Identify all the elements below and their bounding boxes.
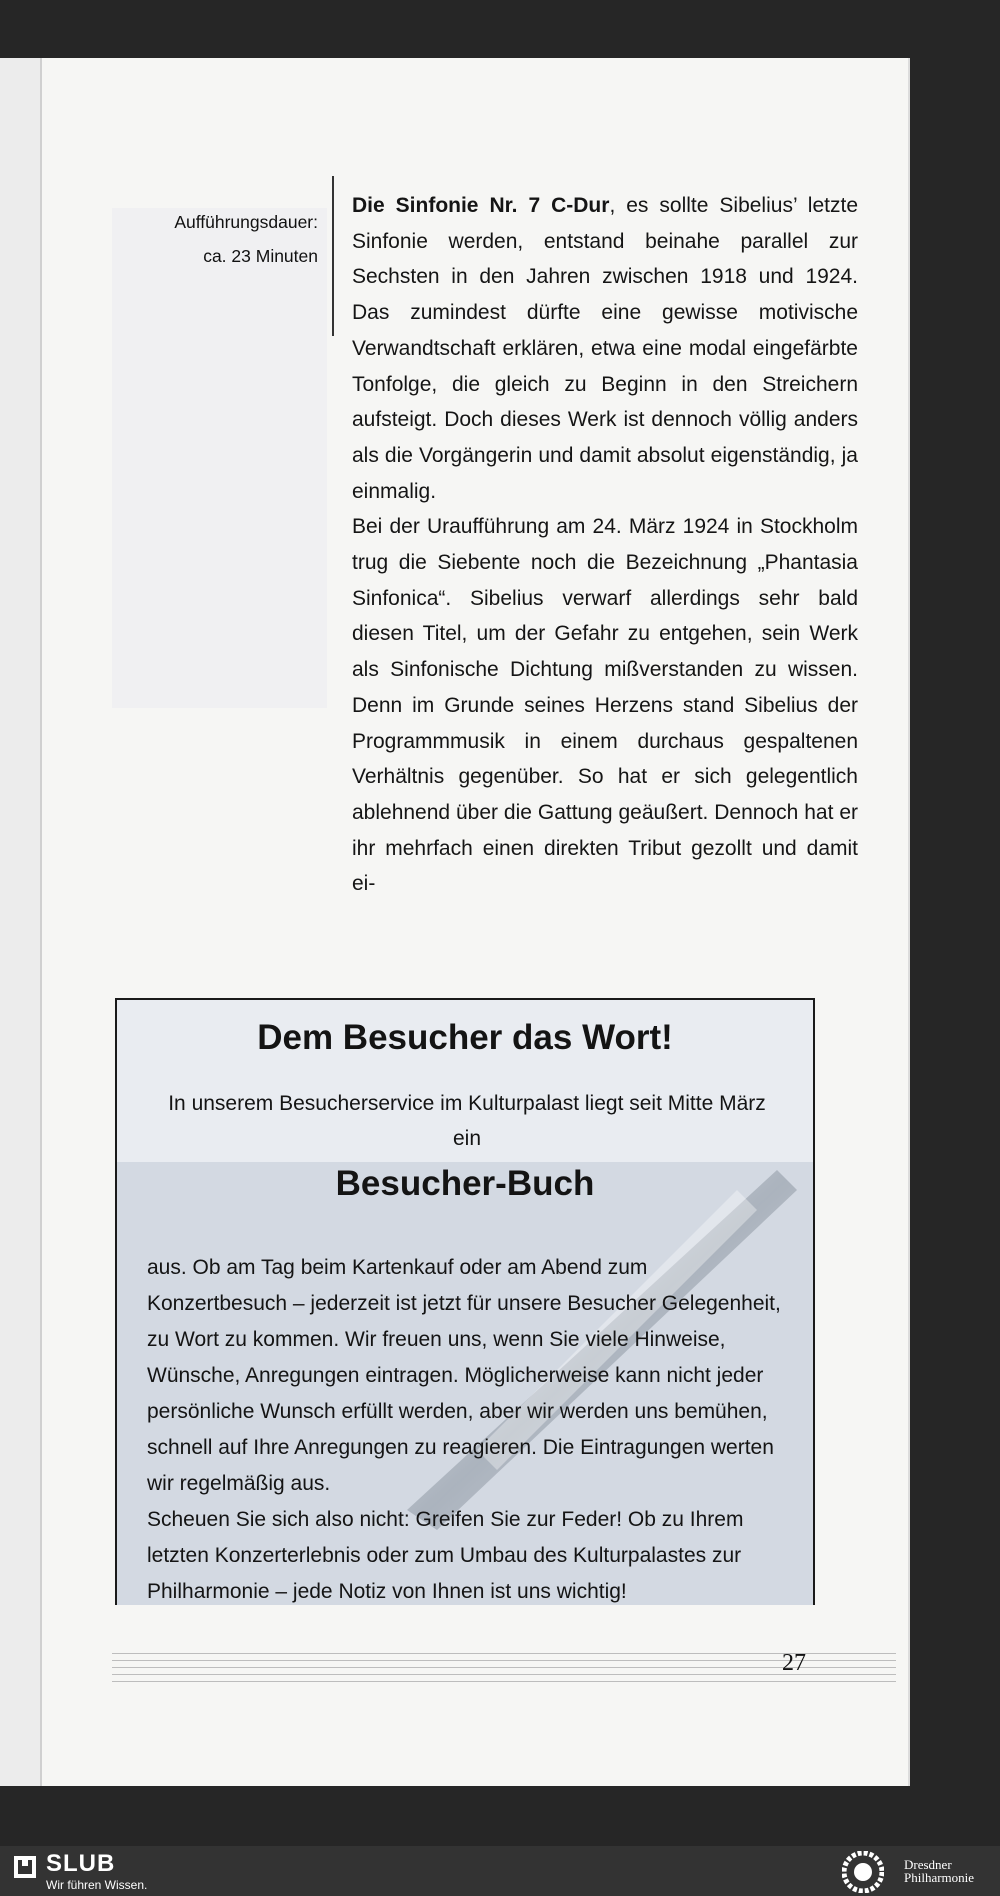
rule-line	[112, 1674, 896, 1675]
article-intro-bold: Die Sinfonie Nr. 7 C-Dur	[352, 194, 610, 217]
article-paragraph-1-text: , es sollte Sibelius’ letzte Sinfonie werden, entstand beinahe parallel zur Sechsten in den Jahren zwischen 1918 und 1924. Das zumindest dürfte eine gewisse motivische Verwandtschaft erklären, etwa eine modal eingefärbte Tonfolge, die gleich zu Beginn in den Streichern aufsteigt. Doch dieses Werk ist dennoch völlig anders als die Vorgängerin und damit absolut eigenständig, ja einmalig.	[352, 194, 858, 503]
footer-rules	[112, 1653, 896, 1688]
rule-line	[112, 1660, 896, 1661]
sidebar-divider	[332, 176, 334, 336]
box-title: Dem Besucher das Wort!	[257, 1018, 673, 1057]
duration-value: ca. 23 Minuten	[203, 246, 318, 266]
dresdner-philharmonie-logo-icon	[842, 1851, 884, 1893]
box-body	[147, 1250, 787, 1610]
slub-tagline: Wir führen Wissen.	[46, 1878, 148, 1892]
duration-label: Aufführungsdauer:	[174, 212, 318, 232]
box-body-paragraph-1: aus. Ob am Tag beim Kartenkauf oder am Abend zum Konzertbesuch – jederzeit ist jetzt für unsere Besucher Gelegenheit, zu Wort zu kommen. Wir freuen uns, wenn Sie viele Hinweise, Wünsche, Anregungen eintragen. Möglicherweise kann nicht jeder persönliche Wunsch erfüllt werden, aber wir werden uns bemühen, schnell auf Ihre Anregungen zu reagieren. Die Eintragungen werten wir regelmäßig aus.	[147, 1256, 781, 1495]
rule-line	[112, 1667, 896, 1668]
box-intro: In unserem Besucherservice im Kulturpalast liegt seit Mitte März ein	[168, 1092, 766, 1150]
partner-name-line-1: Dresdner	[904, 1857, 952, 1872]
visitor-book-box	[115, 998, 815, 1605]
slub-brand[interactable]: SLUB	[46, 1850, 116, 1877]
duration-sidebar	[174, 205, 318, 273]
box-subtitle: Besucher-Buch	[335, 1164, 595, 1203]
article-text	[352, 188, 858, 902]
rule-line	[112, 1681, 896, 1682]
box-body-paragraph-2: Scheuen Sie sich also nicht: Greifen Sie zur Feder! Ob zu Ihrem letzten Konzerterlebnis oder zum Umbau des Kulturpalastes zur Philharmonie – jede Notiz von Ihnen ist uns wichtig!	[147, 1508, 744, 1603]
document-page	[42, 58, 908, 1786]
show-through-area	[112, 208, 327, 708]
article-paragraph-1	[352, 188, 858, 509]
page-number: 27	[782, 1650, 806, 1676]
partner-name[interactable]	[904, 1858, 974, 1884]
slub-logo-icon	[14, 1856, 36, 1878]
partner-name-line-2: Philharmonie	[904, 1870, 975, 1885]
article-paragraph-2: Bei der Uraufführung am 24. März 1924 in Stockholm trug die Siebente noch die Bezeichnung „Phantasia Sinfonica“. Sibelius verwarf allerdings sehr bald diesen Titel, um der Gefahr zu entgehen, sein Werk als Sinfonische Dichtung mißverstanden zu wissen. Denn im Grunde seines Herzens stand Sibelius der Programmmusik in einem durchaus gespaltenen Verhältnis gegenüber. So hat er sich gelegentlich ablehnend über die Gattung geäußert. Dennoch hat er ihr mehrfach einen direkten Tribut gezollt und damit ei-	[352, 515, 858, 896]
rule-line	[112, 1653, 896, 1654]
facing-page-edge	[0, 58, 42, 1786]
